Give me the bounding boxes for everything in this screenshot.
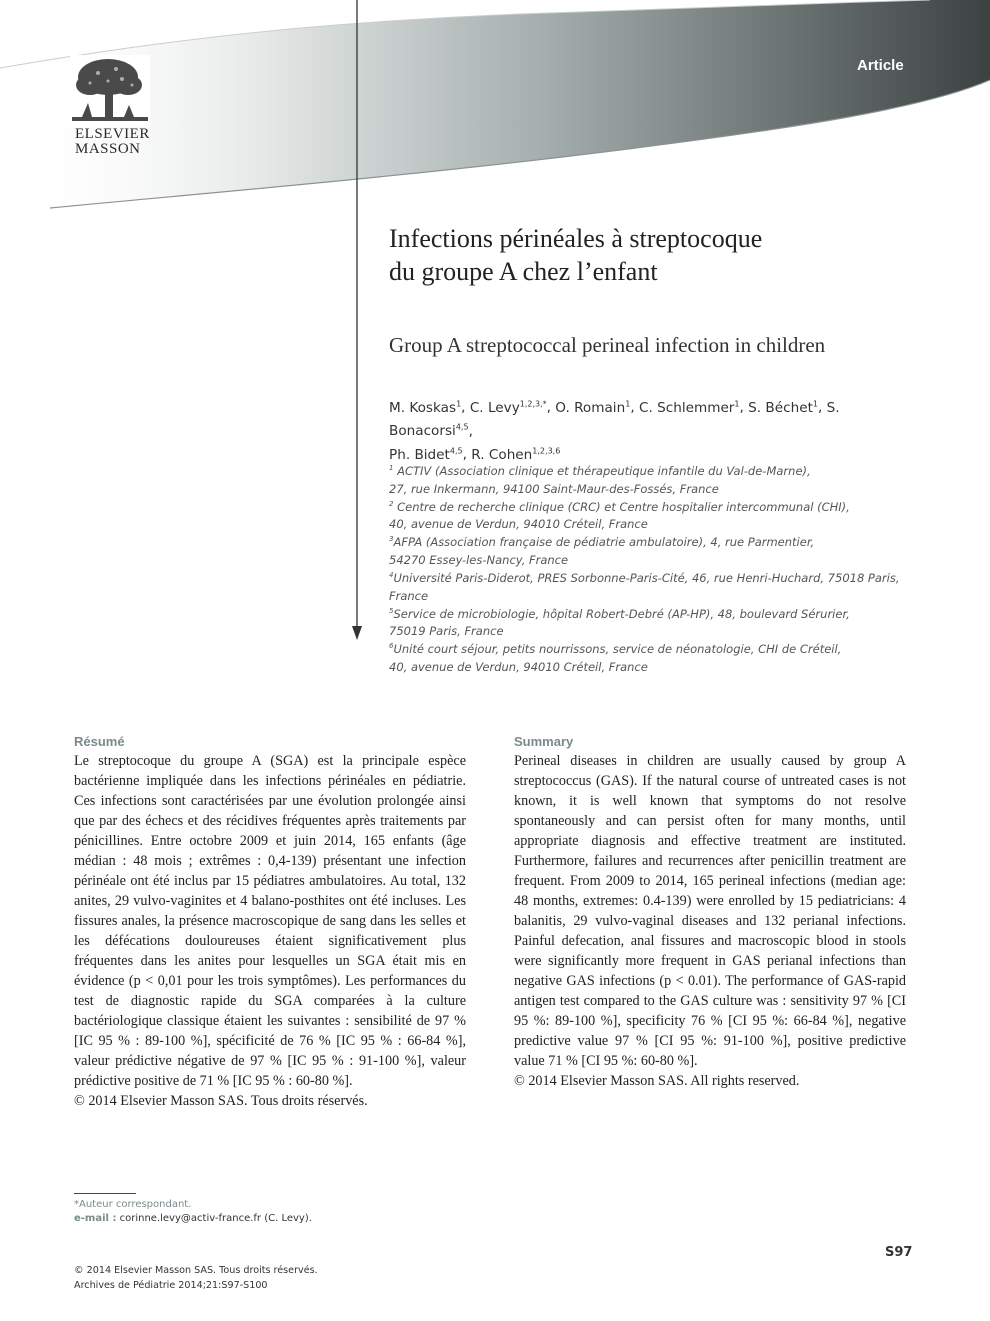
corresponding-author-note: *Auteur correspondant. [74, 1199, 192, 1210]
affiliation-line: 75019 Paris, France [389, 624, 504, 639]
affiliation-list [389, 461, 909, 675]
affiliation-line: $^4$Université Paris-Diderot, PRES Sorbonne-Paris-Cité, 46, rue Henri-Huchard, 75018 Paris, [389, 570, 900, 585]
footnote-divider [74, 1193, 136, 1194]
title-line-2: du groupe A chez l’enfant [389, 257, 658, 286]
article-subtitle: Group A streptococcal perineal infection in children [389, 333, 826, 357]
affiliation-line: 54270 Essey-les-Nancy, France [389, 552, 569, 567]
author: Ph. Bidet$^{4,5}$ [389, 446, 463, 463]
journal-citation: Archives de Pédiatrie 2014;21:S97-S100 [74, 1280, 268, 1291]
resume-copyright: © 2014 Elsevier Masson SAS. Tous droits réservés. [74, 1093, 368, 1109]
summary-copyright: © 2014 Elsevier Masson SAS. All rights reserved. [514, 1073, 800, 1089]
author: O. Romain$^1$ [555, 399, 631, 416]
author: S. Béchet$^1$ [748, 399, 818, 416]
author: R. Cohen$^{1,2,3,6}$ [471, 446, 561, 463]
resume-section [74, 751, 466, 1111]
page-number: S97 [885, 1245, 913, 1260]
resume-body-text: Le streptocoque du groupe A (SGA) est la principale espèce bactérienne impliquée dans les infections périnéales en pédiatrie. Ces infections sont caractérisées par une évolution prolongée ainsi que par des échecs et des récidives fréquentes après traitements par pénicillines. Entre octobre 2009 et juin 2014, 165 enfants (âge médian : 48 mois ; extrêmes : 0,4-139) présentant une infection périnéale ont été inclus par 15 pédiatres ambulatoires. Au total, 132 anites, 29 vulvo-vaginites et 4 balano-posthites ont été incluses. Les fissures anales, la présence macroscopique de sang dans les selles et les défécations douloureuses étaient significativement plus fréquentes dans les anites pour lesquelles un SGA était mis en évidence (p < 0,01 pour les trois symptômes). Les performances du test de diagnostic rapide du SGA comparées à la culture bactériologique classique étaient les suivantes : sensibilité de 97 % [IC 95 % : 89-100 %], spécificité de 76 % [IC 95 % : 66-84 %], valeur prédictive négative de 97 % [IC 95 % : 91-100 %], valeur prédictive positive de 71 % [IC 95 % : 60-80 %]. [74, 753, 466, 1089]
affiliation-line: $^2$ Centre de recherche clinique (CRC) et Centre hospitalier intercommunal (CHI), [389, 499, 850, 514]
author: S. Bonacorsi$^{4,5}$ [389, 399, 840, 440]
author: C. Schlemmer$^1$ [638, 399, 740, 416]
affiliation-line: France [389, 588, 429, 603]
affiliation-line: 27, rue Inkermann, 94100 Saint-Maur-des-Fossés, France [389, 481, 719, 496]
affiliation-line: $^1$ ACTIV (Association clinique et thérapeutique infantile du Val-de-Marne), [389, 463, 811, 478]
summary-heading: Summary [514, 734, 574, 749]
article-title [389, 222, 949, 288]
affiliation-line: 40, avenue de Verdun, 94010 Créteil, France [389, 659, 648, 674]
email-link[interactable]: corinne.levy@activ-france.fr (C. Levy). [116, 1213, 312, 1224]
publisher-name-line2: MASSON [75, 141, 141, 157]
email-label: e-mail : [74, 1213, 117, 1224]
affiliation-line: 40, avenue de Verdun, 94010 Créteil, France [389, 517, 648, 532]
summary-body-text: Perineal diseases in children are usually caused by group A streptococcus (GAS). If the natural course of untreated cases is not known, it is well known that symptoms do not resolve spontaneously and can persist often for many months, until appropriate diagnosis and effective treatment are instituted. Furthermore, failures and recurrences after penicillin treatment are frequent. From 2009 to 2014, 165 perineal infections (median age: 48 months, extremes: 0.4-139) were enrolled by 15 pediatricians: 4 balanitis, 29 vulvo-vaginal diseases and 132 perianal infections. Painful defecation, anal fissures and macroscopic blood in stools were significantly more frequent in GAS perianal infections than negative GAS infections (p < 0.01). The performance of GAS-rapid antigen test compared to the GAS culture was : sensitivity 97 % [CI 95 %: 89-100 %], specificity 76 % [CI 95 %: 66-84 %], negative predictive value 97 % [CI 95 %: 91-100 %], positive predictive value 71 % [CI 95 %: 60-80 %]. [514, 753, 906, 1069]
article-type-label: Article [857, 57, 904, 74]
affiliation-line: $^6$Unité court séjour, petits nourrissons, service de néonatologie, CHI de Créteil, [389, 642, 842, 657]
vertical-arrow-icon [345, 0, 369, 645]
author-list: M. Koskas$^1$, C. Levy$^{1,2,3,*}$, O. Romain$^1$, C. Schlemmer$^1$, S. Béchet$^1$, S. Bonacorsi$^{4,5}$, Ph. Bidet$^{4,5}$, R. Cohen$^{1,2,3,6}$ [389, 399, 840, 463]
email-note [74, 1213, 312, 1224]
affiliation-line: $^3$AFPA (Association française de pédiatrie ambulatoire), 4, rue Parmentier, [389, 535, 815, 550]
footer-copyright: © 2014 Elsevier Masson SAS. Tous droits réservés. [74, 1265, 318, 1276]
author: C. Levy$^{1,2,3,*}$ [469, 399, 547, 416]
summary-section [514, 751, 906, 1091]
publisher-name-line1: ELSEVIER [75, 126, 150, 142]
resume-heading: Résumé [74, 734, 125, 749]
author: M. Koskas$^1$ [389, 399, 462, 416]
elsevier-tree-logo [70, 55, 150, 127]
title-line-1: Infections périnéales à streptocoque [389, 224, 763, 253]
affiliation-line: $^5$Service de microbiologie, hôpital Robert-Debré (AP-HP), 48, boulevard Sérurier, [389, 606, 850, 621]
